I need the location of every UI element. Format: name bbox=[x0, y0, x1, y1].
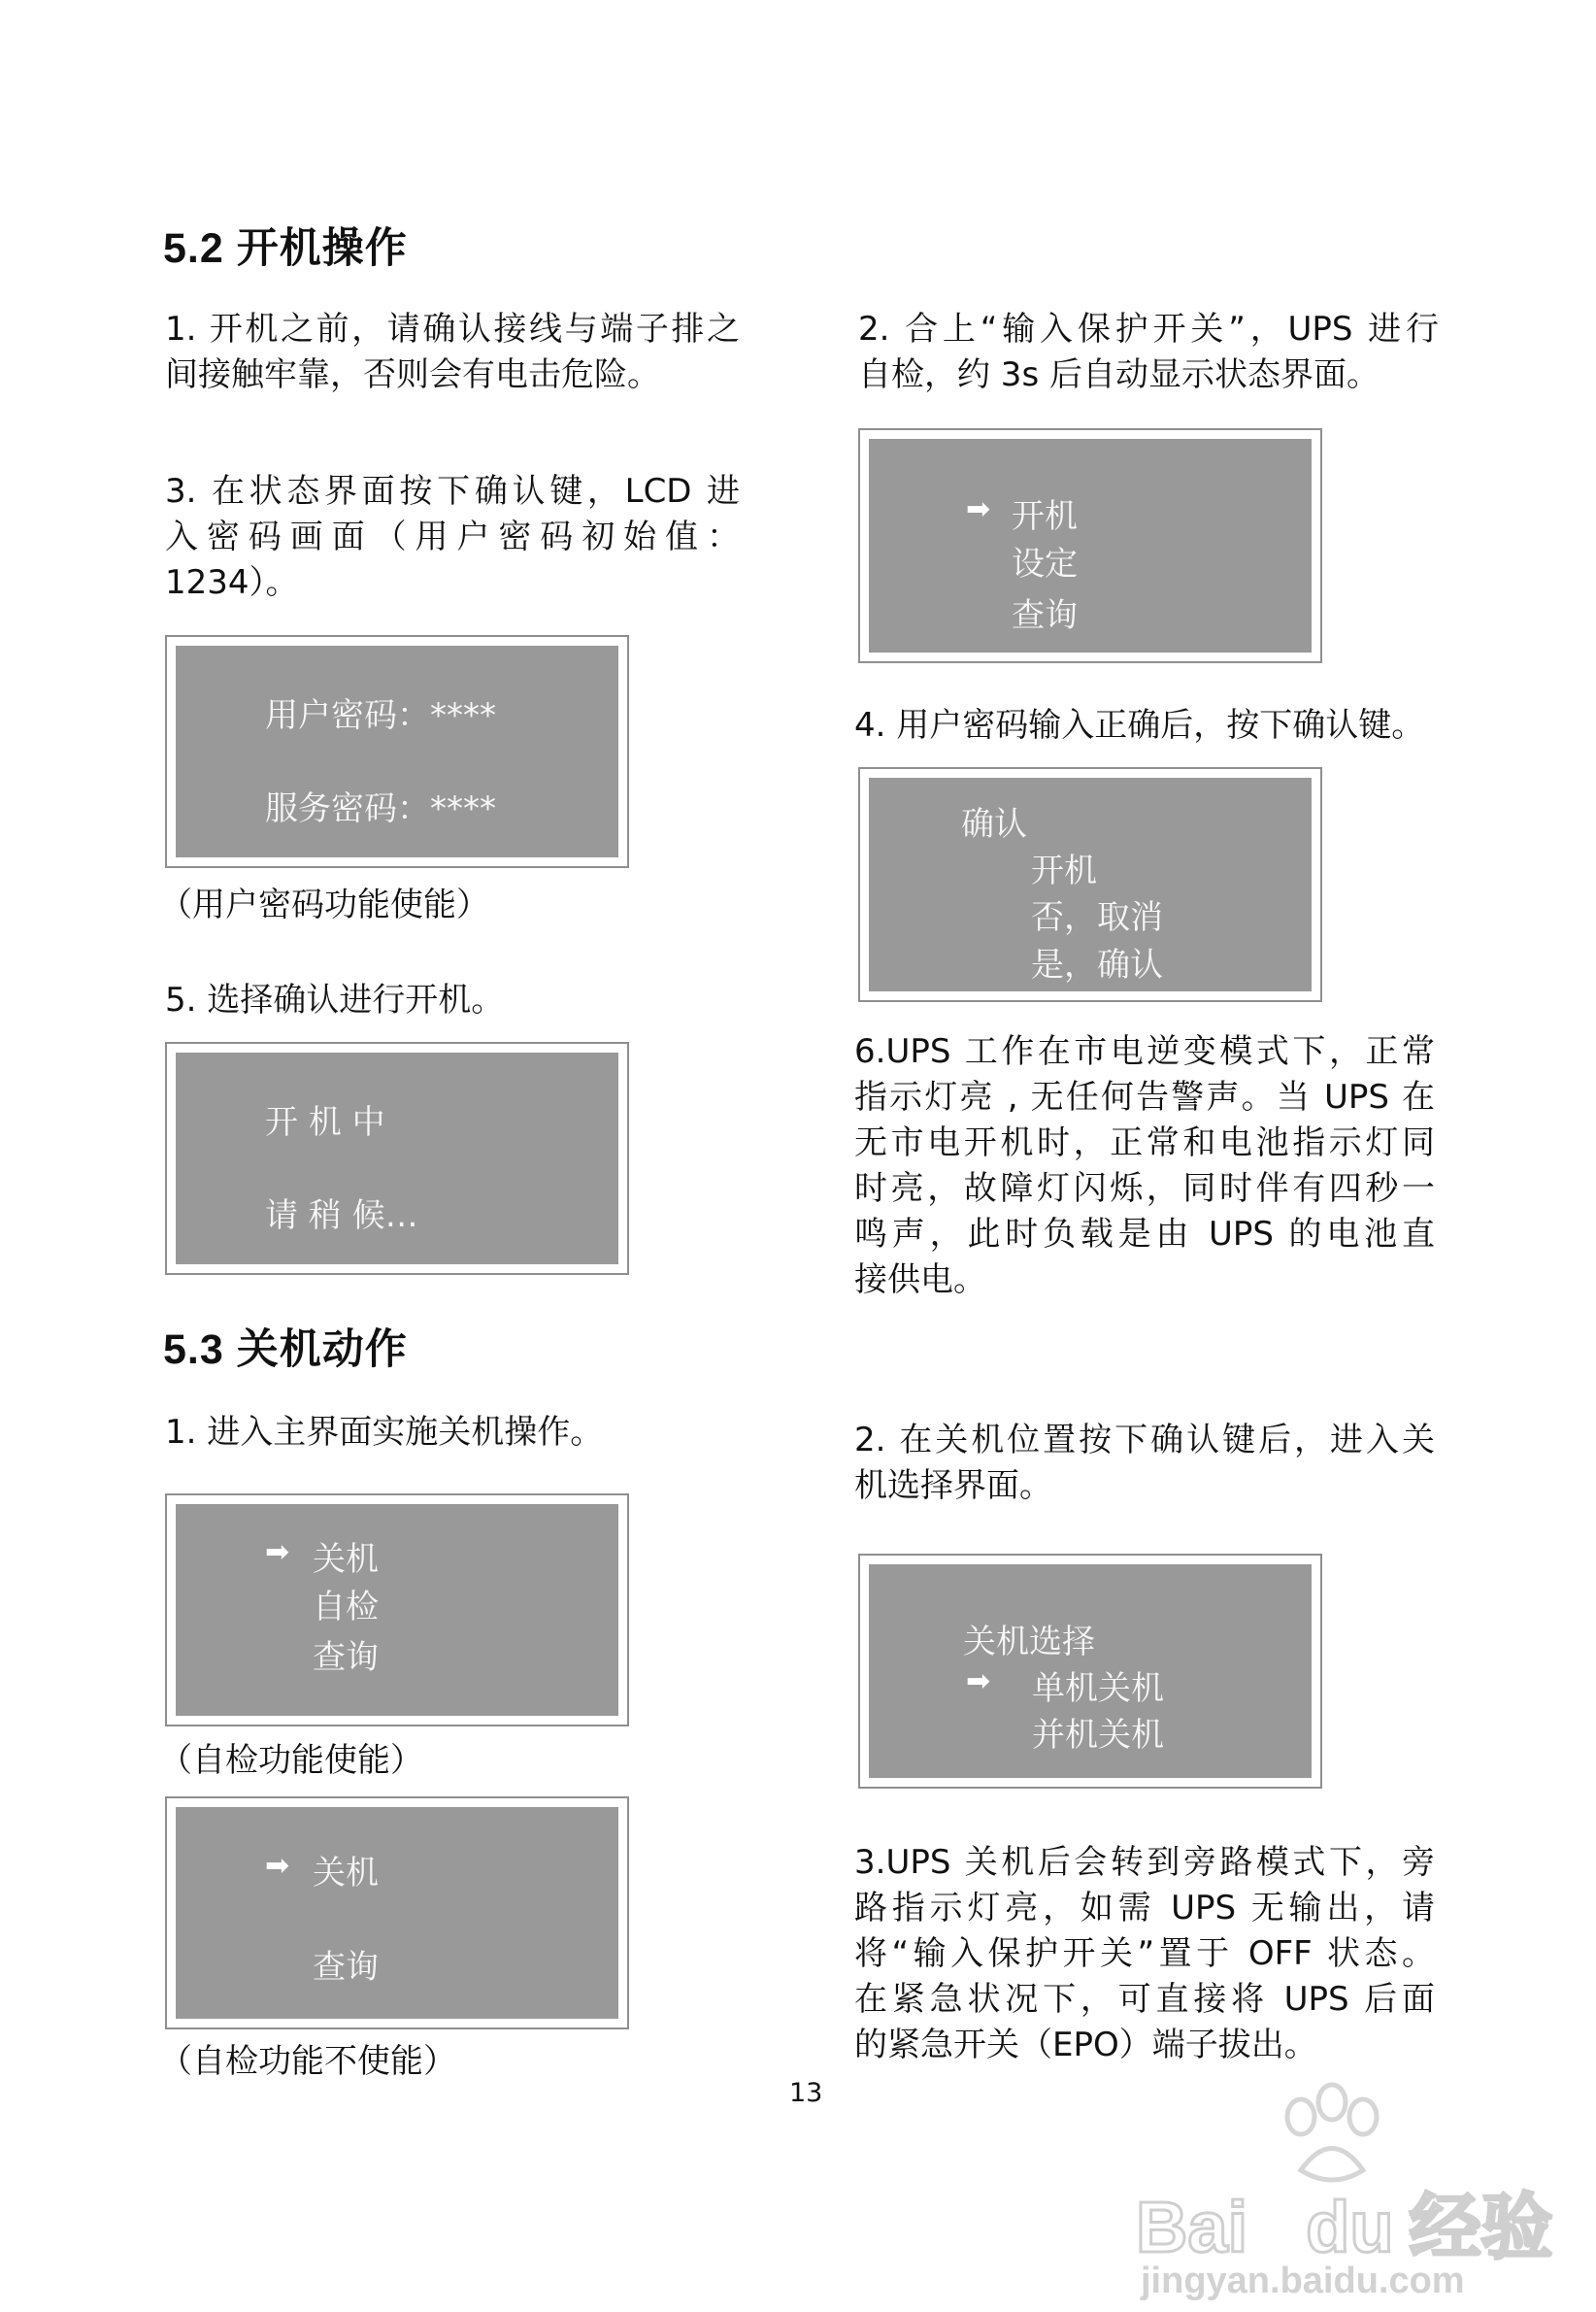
menu-item-query: 查询 bbox=[313, 1638, 379, 1677]
menu-item-self-test: 自检 bbox=[313, 1588, 379, 1626]
shutdown-select-title: 关机选择 bbox=[963, 1623, 1095, 1661]
option-single-shutdown: 单机关机 bbox=[1032, 1669, 1164, 1708]
lcd-screen bbox=[176, 646, 618, 857]
shutdown-step-3-text bbox=[854, 1840, 1435, 2068]
shutdown-step-2-text bbox=[854, 1418, 1435, 1509]
starting-line: 开 机 中 bbox=[265, 1103, 385, 1142]
step-1-text bbox=[165, 307, 740, 398]
text-line: 1. 开机之前，请确认接线与端子排之 bbox=[165, 310, 740, 349]
text-line: 3.UPS 关机后会转到旁路模式下，旁 bbox=[854, 1843, 1435, 1882]
text-line: 2. 在关机位置按下确认键后，进入关 bbox=[854, 1421, 1435, 1459]
arrow-right-icon: ➡ bbox=[966, 492, 991, 526]
text-line: 将“输入保护开关”置于 OFF 状态。 bbox=[854, 1934, 1435, 1973]
brand-cn-text: 经验 bbox=[1409, 2186, 1553, 2269]
text-line: 鸣声，此时负载是由 UPS 的电池直 bbox=[854, 1215, 1435, 1254]
text-line: 路指示灯亮，如需 UPS 无输出，请 bbox=[854, 1889, 1435, 1927]
menu-item-settings: 设定 bbox=[1012, 545, 1078, 584]
text-line: 3. 在状态界面按下确认键，LCD 进 bbox=[165, 472, 740, 511]
lcd-screen bbox=[176, 1053, 618, 1264]
brand-text: Bai bbox=[1136, 2187, 1248, 2267]
arrow-right-icon: ➡ bbox=[265, 1535, 290, 1569]
arrow-right-icon: ➡ bbox=[966, 1664, 991, 1698]
step-4-text: 4. 用户密码输入正确后，按下确认键。 bbox=[854, 706, 1425, 745]
text-line: 6.UPS 工作在市电逆变模式下，正常 bbox=[854, 1032, 1435, 1071]
option-no-cancel: 否，取消 bbox=[1031, 898, 1163, 937]
section-title-5-3: 5.3 关机动作 bbox=[163, 1326, 408, 1373]
shutdown-step-1-text: 1. 进入主界面实施关机操作。 bbox=[165, 1413, 604, 1452]
step-3-text bbox=[165, 469, 740, 606]
text-line: 的紧急开关（EPO）端子拔出。 bbox=[854, 2026, 1317, 2064]
lcd-starting-screen bbox=[165, 1042, 629, 1275]
lcd-shutdown-select-screen bbox=[858, 1554, 1322, 1789]
menu-item-query: 查询 bbox=[1012, 596, 1078, 635]
text-line: 2. 合上“输入保护开关”，UPS 进行 bbox=[858, 310, 1439, 349]
lcd-screen bbox=[869, 439, 1312, 653]
user-password-line: 用户密码：**** bbox=[265, 696, 496, 735]
arrow-right-icon: ➡ bbox=[265, 1849, 290, 1883]
menu-item-power-on: 开机 bbox=[1012, 497, 1078, 536]
text-line: 1234）。 bbox=[165, 563, 299, 602]
lcd-shutdown-menu-selftest bbox=[165, 1493, 629, 1726]
lcd-password-screen bbox=[165, 635, 629, 868]
lcd-screen bbox=[869, 778, 1312, 991]
step-5-text: 5. 选择确认进行开机。 bbox=[165, 981, 505, 1020]
page-number: 13 bbox=[789, 2078, 823, 2108]
menu-item-shutdown: 关机 bbox=[313, 1854, 379, 1893]
watermark-brand bbox=[1136, 2170, 1553, 2273]
lcd-screen bbox=[176, 1807, 618, 2019]
text-line: 在紧急状况下，可直接将 UPS 后面 bbox=[854, 1980, 1435, 2019]
text-line: 入密码画面（用户密码初始值： bbox=[165, 518, 740, 556]
text-line: 无市电开机时，正常和电池指示灯同 bbox=[854, 1123, 1435, 1162]
option-parallel-shutdown: 并机关机 bbox=[1032, 1716, 1164, 1755]
brand-text-2: du bbox=[1306, 2187, 1394, 2267]
lcd-screen bbox=[176, 1504, 618, 1716]
confirm-item-power-on: 开机 bbox=[1031, 852, 1097, 890]
baidu-jingyan-watermark bbox=[1136, 2078, 1553, 2301]
caption-selftest-enabled: （自检功能使能） bbox=[159, 1741, 423, 1780]
text-line: 时亮，故障灯闪烁，同时伴有四秒一 bbox=[854, 1169, 1435, 1208]
option-yes-confirm: 是，确认 bbox=[1031, 946, 1163, 985]
text-line: 间接触牢靠，否则会有电击危险。 bbox=[165, 355, 660, 394]
menu-item-shutdown: 关机 bbox=[313, 1540, 379, 1579]
watermark-url: jingyan.baidu.com bbox=[1141, 2261, 1465, 2301]
lcd-screen bbox=[869, 1564, 1312, 1778]
confirm-title: 确认 bbox=[961, 805, 1027, 844]
lcd-shutdown-menu-no-selftest bbox=[165, 1796, 629, 2029]
caption-password-enabled: （用户密码功能使能） bbox=[159, 886, 489, 924]
please-wait-line: 请 稍 候… bbox=[265, 1196, 418, 1235]
text-line: 自检，约 3s 后自动显示状态界面。 bbox=[858, 355, 1380, 394]
lcd-main-menu bbox=[858, 428, 1322, 663]
menu-item-query: 查询 bbox=[313, 1948, 379, 1987]
text-line: 接供电。 bbox=[854, 1260, 986, 1299]
lcd-confirm-screen bbox=[858, 767, 1322, 1002]
text-line: 机选择界面。 bbox=[854, 1466, 1052, 1505]
text-line: 指示灯亮 , 无任何告警声。当 UPS 在 bbox=[854, 1078, 1435, 1117]
caption-selftest-disabled: （自检功能不使能） bbox=[159, 2042, 456, 2081]
step-2-text bbox=[858, 307, 1439, 398]
section-title-5-2: 5.2 开机操作 bbox=[163, 225, 408, 272]
service-password-line: 服务密码：**** bbox=[265, 789, 496, 828]
step-6-text bbox=[854, 1029, 1435, 1303]
